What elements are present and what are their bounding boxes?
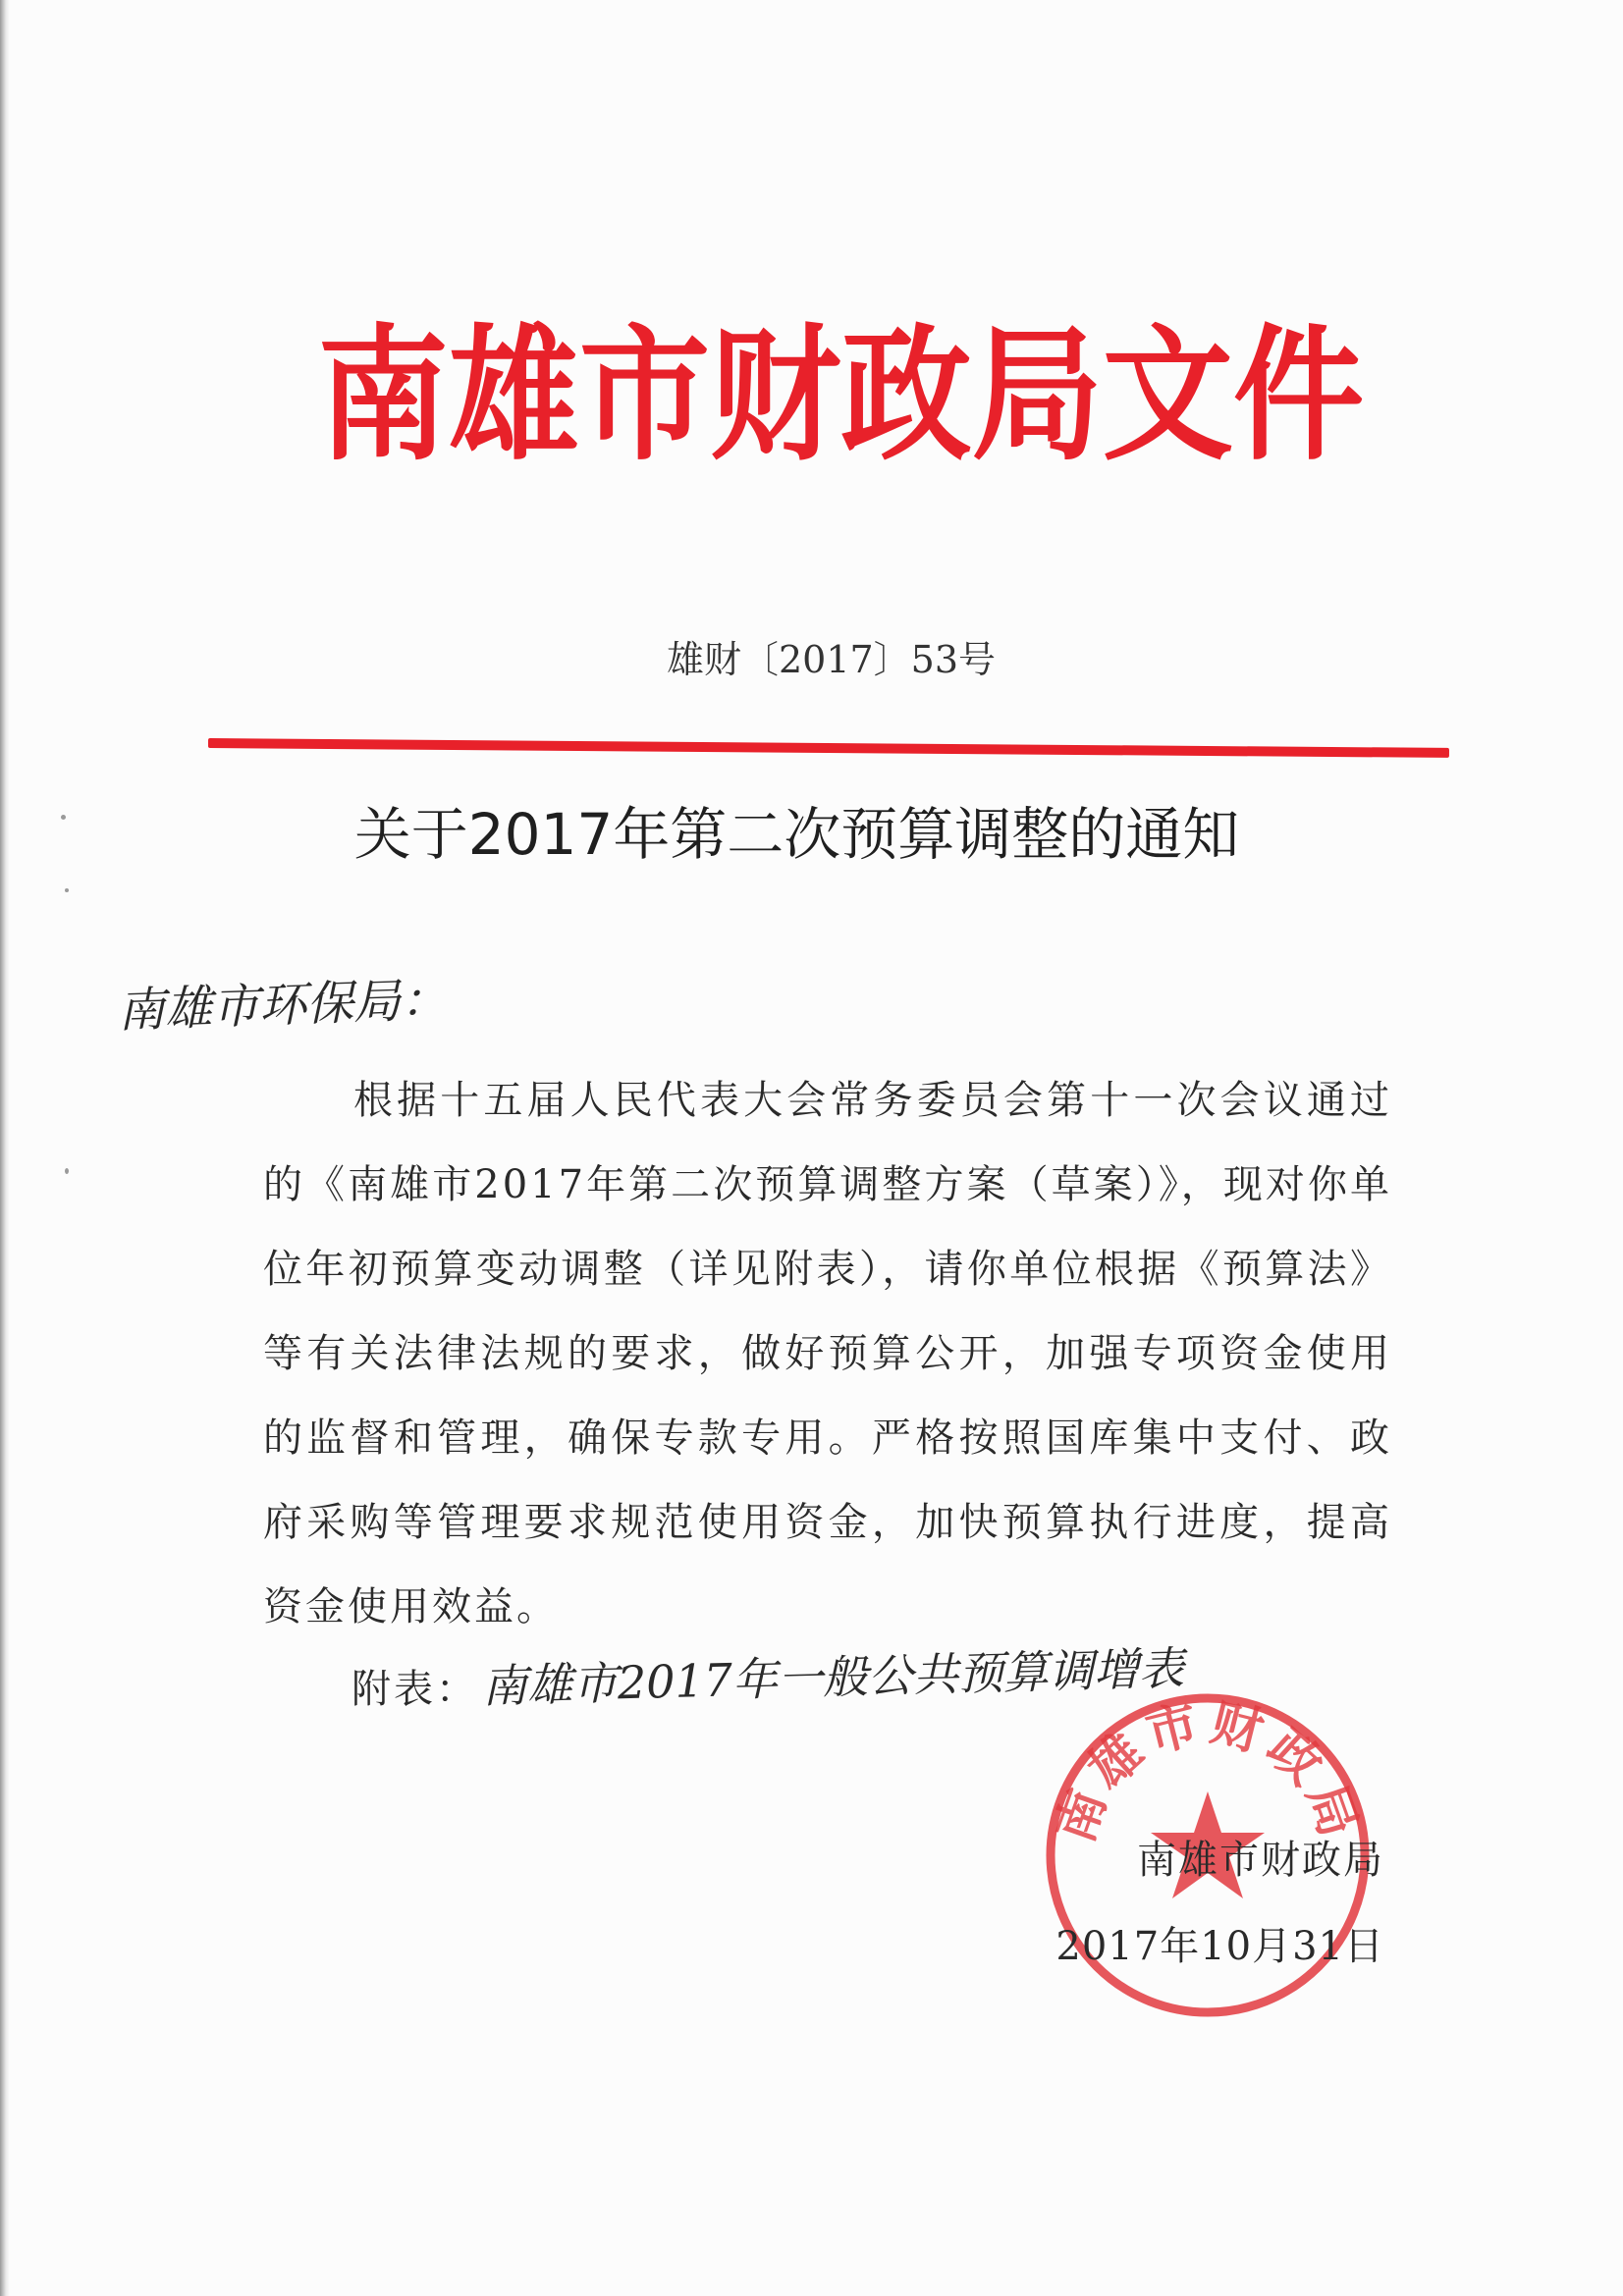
attachment-handwritten-value: 南雄市2017年一般公共预算调增表 xyxy=(481,1641,1185,1713)
seal-text: 南雄市财政局 xyxy=(1045,1693,1371,1850)
body-paragraph: 根据十五届人民代表大会常务委员会第十一次会议通过的《南雄市2017年第二次预算调整方案（草案）》，现对你单位年初预算变动调整（详见附表），请你单位根据《预算法》等有关法律法规的要求，做好预算公开，加强专项资金使用的监督和管理，确保专款专用。严格按照国库集中支付、政府采购等管理要求规范使用资金，加快预算执行进度，提高资金使用效益。 xyxy=(263,1078,1392,1629)
red-divider-line xyxy=(208,738,1449,758)
scan-speck xyxy=(65,1168,69,1174)
document-number: 雄财〔2017〕53号 xyxy=(666,638,997,681)
scan-speck xyxy=(65,888,69,892)
issue-date: 2017年10月31日 xyxy=(1055,1924,1384,1969)
scan-edge-shadow xyxy=(0,0,10,2296)
issuer-signature: 南雄市财政局 xyxy=(1137,1838,1384,1883)
addressee-handwritten: 南雄市环保局： xyxy=(117,972,449,1039)
document-masthead: 南雄市财政局文件 xyxy=(317,311,1365,480)
document-title: 关于2017年第二次预算调整的通知 xyxy=(353,801,1240,868)
attachment-label: 附表： xyxy=(352,1667,478,1712)
